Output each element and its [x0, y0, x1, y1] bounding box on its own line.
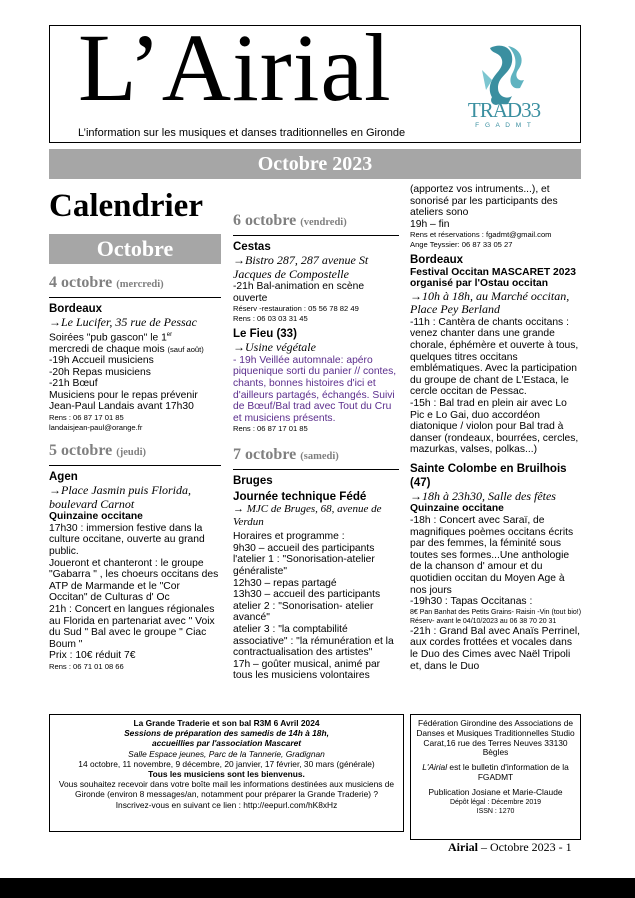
event-rens: Réserv -restauration : 05 56 78 82 49 — [233, 304, 359, 314]
event-line: (apportez vos intruments...), et sonorisé par les participants des ateliers sono — [410, 184, 558, 219]
divider — [49, 465, 221, 466]
event-rens: Réserv- avant le 04/10/2023 au 06 38 70 20 31 — [410, 617, 557, 625]
column-2 — [233, 210, 399, 682]
calendar-title: Calendrier — [49, 188, 203, 224]
event-place: →Place Jasmin puis Florida, boulevard Carnot — [49, 483, 191, 511]
event-rens: Rens : 06 03 03 31 45 — [233, 313, 308, 323]
event-line: -20h Repas musiciens — [49, 366, 151, 378]
event-line: -11h : Cantèra de chants occitans : venez chanter dans une grande chorale, éphémère et ouverte à tous, quelques titres occitans emblématiques. Avec la participation du groupe de chant de L'Estaca, le cercle occitan de Pessac. — [410, 316, 579, 398]
event-heading: Quinzaine occitane — [49, 511, 143, 523]
box-line: Tous les musiciens sont les bienvenus. — [148, 769, 305, 780]
column-1 — [49, 188, 221, 672]
event-rens: 8€ Pan Banhat des Petits Grains- Raisin -Vin (tout bio!) — [410, 608, 582, 616]
event-email: landaisjean-paul@orange.fr — [49, 422, 143, 432]
event-date: 5 octobre (jeudi) — [49, 442, 146, 460]
trad33-logo — [468, 40, 540, 138]
event-city: Agen — [49, 471, 78, 484]
event-line: Prix : 10€ réduit 7€ — [49, 650, 136, 662]
event-place: →10h à 18h, au Marché occitan, Place Pey Berland — [410, 288, 570, 317]
page-footer: Airial – Octobre 2023 - 1 — [448, 840, 572, 854]
event-line: mercredi de chaque mois (sauf août) — [49, 343, 204, 355]
event-line: -18h : Concert avec Saraï, de magnifiques poèmes occitans écrits par des femmes, la féminité sous toutes ses formes...Une anthologie de la chanson d' amour et du quotidien occitan du Moyen Age à nos jours — [410, 514, 574, 596]
issue-month-bar: Octobre 2023 — [49, 149, 581, 179]
box-line: Fédération Girondine des Associations de Danses et Musiques Traditionnelles Studio Carat,16 rue des Terres Neuves 33130 Bègles — [416, 718, 575, 758]
event-line: atelier 3 : "la comptabilité associative" : "la rémunération et la contractualisation des artistes" — [233, 623, 394, 659]
masthead — [49, 14, 581, 143]
event-line: - 19h Veillée automnale: apéro piquenique sorti du panier // contes, chants, bonnes histoires d'ici et d'ailleurs partagés, échangés. Suivi de Bœuf/Bal trad avec Tout du Cru et musiciens présents. — [233, 354, 397, 424]
publisher-box — [410, 714, 581, 840]
event-line: -21h : Grand Bal avec Anaïs Perrinel, aux cordes frottées et vocales dans le Duo des Cimes avec Naël Tripoli et, dans le Duo — [410, 625, 580, 672]
event-city: Sainte Colombe en Bruilhois (47) — [410, 462, 567, 489]
box-line: 14 octobre, 11 novembre, 9 décembre, 20 janvier, 17 février, 30 mars (générale) — [78, 758, 375, 769]
event-line: Soirées "pub gascon" le 1er — [49, 331, 173, 343]
box-line: accueillies par l'association Mascaret — [151, 738, 302, 749]
logo-text: TRAD33 — [467, 98, 541, 122]
event-place: →Le Lucifer, 35 rue de Pessac — [49, 315, 197, 329]
event-line: -15h : Bal trad en plein air avec Lo Pic e Lo Gai, duo accordéon diatonique / violon pour Bal trad à danser (rondeaux, bourrées, cercles, mazurkas, valses, polkas...) — [410, 397, 579, 456]
event-date: 4 octobre (mercredi) — [49, 274, 164, 291]
event-date: 7 octobre (samedi) — [233, 446, 339, 464]
tagline: L’information sur les musiques et danses traditionnelles en Gironde — [78, 127, 406, 139]
divider — [49, 297, 221, 298]
event-rens: Ange Teyssier: 06 87 33 05 27 — [410, 239, 513, 249]
event-heading: Festival Occitan MASCARET 2023 organisé par l'Ostau occitan — [410, 266, 576, 290]
event-line: -21h Bœuf — [49, 378, 98, 390]
event-place: → MJC de Bruges, 68, avenue de Verdun — [233, 503, 382, 528]
event-line: Joueront et chanteront : le groupe "Gabarra " , les choeurs occitans des ATP de Marmande et le "Cor Occitan" de Culturas d' Oc — [49, 557, 219, 604]
event-line: 13h30 – accueil des participants — [233, 589, 381, 601]
newsletter-title: L’Airial — [78, 14, 392, 121]
box-line: Publication Josiane et Marie-Claude — [428, 786, 563, 797]
divider — [233, 469, 399, 470]
event-line: 19h – fin — [410, 218, 450, 230]
event-place: →18h à 23h30, Salle des fêtes — [410, 488, 556, 503]
event-place: →Bistro 287, 287 avenue St Jacques de Compostelle — [233, 253, 369, 281]
event-line: -19h30 : Tapas Occitanas : — [410, 596, 533, 608]
event-line: Musiciens pour le repas prévenir — [49, 389, 198, 401]
box-line: Dépôt légal : Décembre 2019 — [449, 798, 542, 806]
bottom-bar — [0, 878, 635, 898]
event-rens: Rens : 06 87 17 01 85 — [49, 413, 124, 423]
traderie-box — [49, 714, 404, 832]
event-heading: Journée technique Fédé — [233, 490, 367, 504]
logo-subtext: F G A D M T — [475, 122, 533, 129]
event-line: 12h30 – repas partagé — [233, 577, 337, 589]
event-line: Jean-Paul Landais avant 17h30 — [49, 401, 194, 413]
event-line: 17h30 : immersion festive dans la culture occitane, ouverte au grand public. — [49, 522, 205, 558]
event-city: Le Fieu (33) — [233, 328, 297, 341]
event-line: -19h Accueil musiciens — [49, 355, 154, 367]
box-line: L'Airial est le bulletin d'information de la FGADMT — [422, 762, 569, 782]
event-line: 17h – goûter musical, animé par tous les musiciens volontaires — [233, 658, 381, 682]
event-city: Bordeaux — [410, 253, 464, 266]
column-3 — [410, 184, 582, 672]
event-line: 9h30 – accueil des participants — [233, 542, 375, 554]
event-heading: Quinzaine occitane — [410, 503, 504, 515]
divider — [233, 235, 399, 236]
event-city: Cestas — [233, 241, 271, 253]
box-line: ISSN : 1270 — [476, 807, 515, 815]
calendar-month-bar: Octobre — [49, 234, 221, 264]
event-line: 21h : Concert en langues régionales au Florida en partenariat avec " Voix du Sud " Bal avec le groupe " Ciac Boum " — [49, 604, 215, 650]
event-line: atelier 2 : "Sonorisation- atelier avancé" — [233, 600, 374, 624]
event-rens: Rens : 06 87 17 01 85 — [233, 424, 308, 434]
event-rens: Rens et réservations : fgadmt@gmail.com — [410, 230, 552, 240]
event-rens: Rens : 06 71 01 08 66 — [49, 661, 124, 671]
event-line: -21h Bal-animation en scène ouverte — [233, 281, 365, 304]
box-line: Vous souhaitez recevoir dans votre boîte mail les informations destinées aux musiciens de Gironde (environ 8 messages/an, notamment pour préparer la Grande Traderie) ? Inscrivez-vous en suivant ce lien : http://eepurl.com/hK8xHz — [58, 779, 395, 810]
event-line: l'atelier 1 : "Sonorisation-atelier généraliste" — [233, 554, 375, 577]
event-city: Bruges — [233, 475, 273, 488]
box-line: La Grande Traderie et son bal R3M 6 Avril 2024 — [133, 718, 320, 728]
event-place: →Usine végétale — [233, 340, 316, 355]
event-date: 6 octobre (vendredi) — [233, 212, 347, 229]
box-line: Sessions de préparation des samedis de 14h à 18h, — [124, 728, 329, 739]
event-line: Horaires et programme : — [233, 531, 345, 543]
event-city: Bordeaux — [49, 303, 103, 315]
box-line: Salle Espace jeunes, Parc de la Tannerie, Gradignan — [128, 748, 325, 759]
